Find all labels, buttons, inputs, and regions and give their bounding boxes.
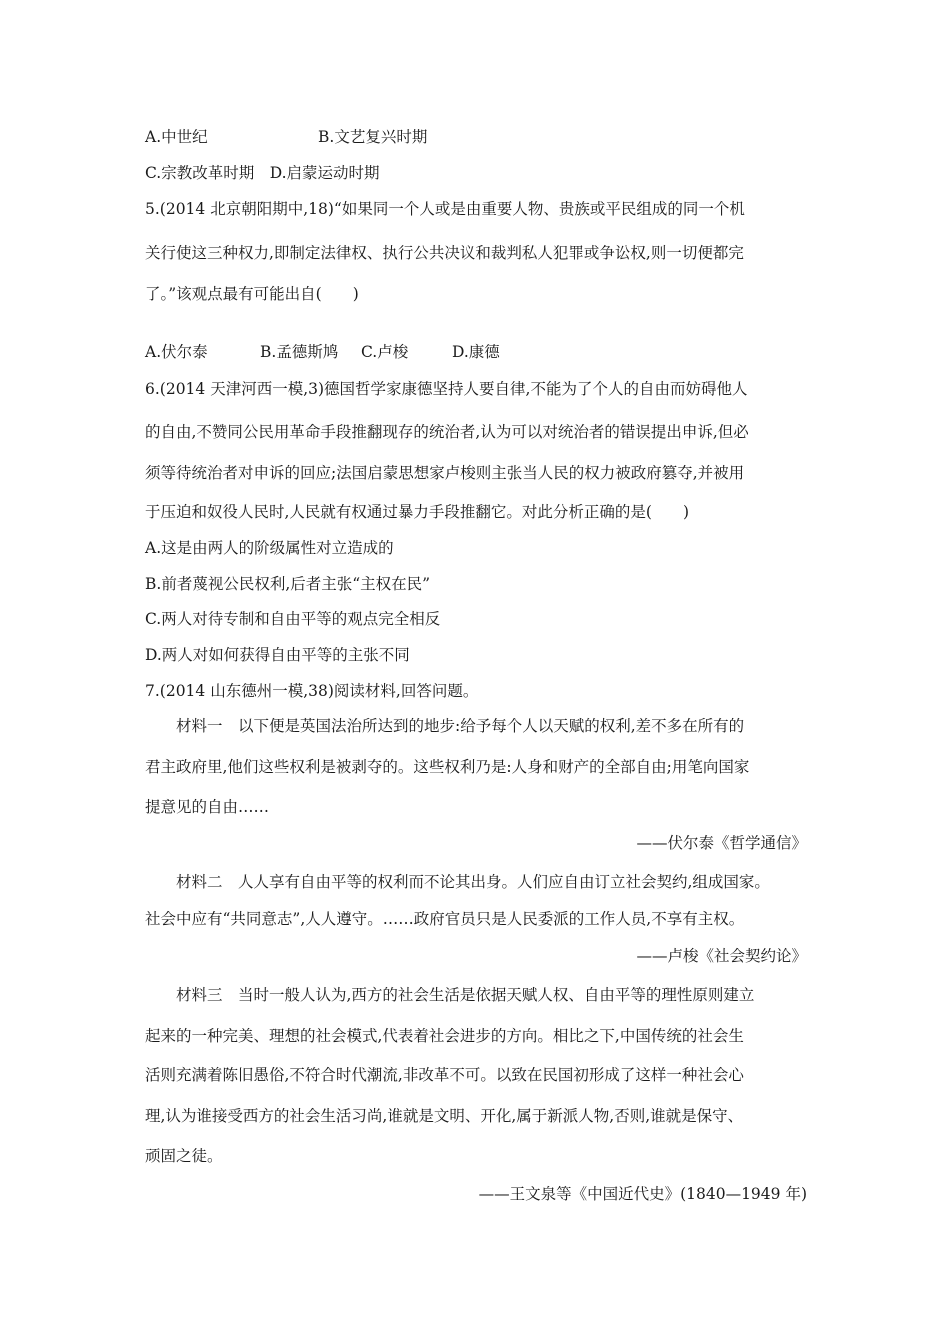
q6-stem-line-4: 于压迫和奴役人民时,人民就有权通过暴力手段推翻它。对此分析正确的是( )	[145, 503, 690, 521]
q5-option-b: B.孟德斯鸠	[260, 343, 339, 361]
q6-option-c: C.两人对待专制和自由平等的观点完全相反	[145, 610, 441, 628]
q6-option-d: D.两人对如何获得自由平等的主张不同	[145, 646, 410, 664]
q6-stem-line-1: 6.(2014 天津河西一模,3)德国哲学家康德坚持人要自律,不能为了个人的自由而妨碍他人	[145, 380, 748, 398]
q7-material2-line-1: 材料二 人人享有自由平等的权利而不论其出身。人们应自由订立社会契约,组成国家。	[176, 873, 770, 891]
q4-option-a: A.中世纪	[145, 128, 208, 146]
q7-material1-line-1: 材料一 以下便是英国法治所达到的地步:给予每个人以天赋的权利,差不多在所有的	[176, 717, 745, 735]
q5-option-d: D.康德	[452, 343, 500, 361]
q6-stem-line-3: 须等待统治者对申诉的回应;法国启蒙思想家卢梭则主张当人民的权力被政府篡夺,并被用	[145, 464, 745, 482]
q6-option-a: A.这是由两人的阶级属性对立造成的	[145, 539, 394, 557]
q7-stem: 7.(2014 山东德州一模,38)阅读材料,回答问题。	[145, 682, 479, 700]
q6-stem-line-2: 的自由,不赞同公民用革命手段推翻现存的统治者,认为可以对统治者的错误提出申诉,但必	[145, 423, 749, 441]
q7-material3-line-2: 起来的一种完美、理想的社会模式,代表着社会进步的方向。相比之下,中国传统的社会生	[145, 1027, 744, 1045]
q5-stem-line-3: 了。”该观点最有可能出自( )	[145, 285, 359, 303]
q7-material3-line-1: 材料三 当时一般人认为,西方的社会生活是依据天赋人权、自由平等的理性原则建立	[176, 986, 755, 1004]
q6-option-b: B.前者蔑视公民权利,后者主张“主权在民”	[145, 575, 431, 593]
q5-option-a: A.伏尔泰	[145, 343, 208, 361]
q7-material3-line-3: 活则充满着陈旧愚俗,不符合时代潮流,非改革不可。以致在民国初形成了这样一种社会心	[145, 1066, 744, 1084]
q7-material3-line-4: 理,认为谁接受西方的社会生活习尚,谁就是文明、开化,属于新派人物,否则,谁就是保守、	[145, 1107, 744, 1125]
q4-option-b: B.文艺复兴时期	[318, 128, 428, 146]
q5-option-c: C.卢梭	[361, 343, 409, 361]
q5-stem-line-1: 5.(2014 北京朝阳期中,18)“如果同一个人或是由重要人物、贵族或平民组成的同一个机	[145, 200, 745, 218]
q7-material3-line-5: 顽固之徒。	[145, 1147, 223, 1165]
q4-options-row-2: C.宗教改革时期 D.启蒙运动时期	[145, 164, 380, 182]
q7-material2-source: ——卢梭《社会契约论》	[636, 947, 807, 965]
q7-material3-source: ——王文泉等《中国近代史》(1840—1949 年)	[478, 1185, 807, 1203]
q7-material1-line-3: 提意见的自由……	[145, 798, 270, 816]
q7-material1-line-2: 君主政府里,他们这些权利是被剥夺的。这些权利乃是:人身和财产的全部自由;用笔向国家	[145, 758, 750, 776]
q7-material2-line-2: 社会中应有“共同意志”,人人遵守。……政府官员只是人民委派的工作人员,不享有主权。	[145, 910, 745, 928]
q5-stem-line-2: 关行使这三种权力,即制定法律权、执行公共决议和裁判私人犯罪或争讼权,则一切便都完	[145, 244, 744, 262]
q7-material1-source: ——伏尔泰《哲学通信》	[636, 834, 807, 852]
